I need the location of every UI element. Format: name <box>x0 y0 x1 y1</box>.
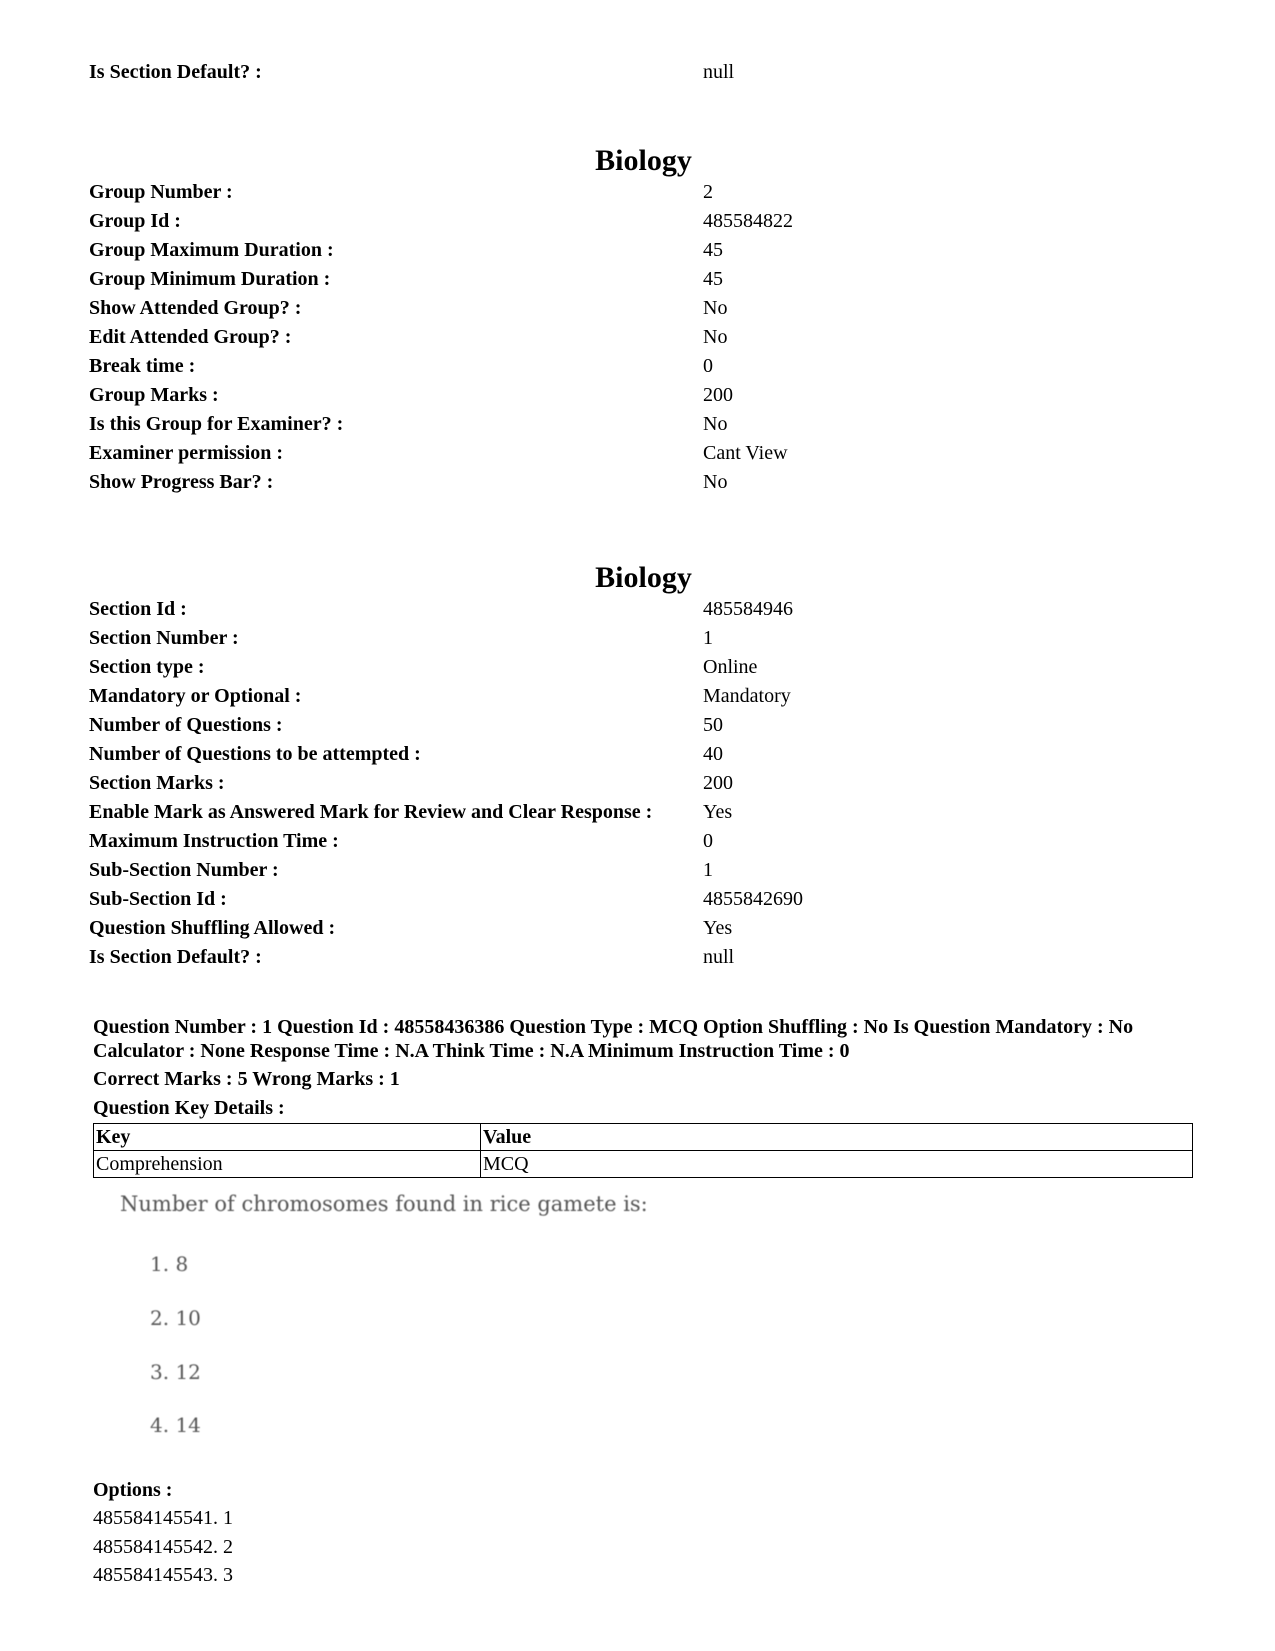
detail-row <box>89 410 1189 439</box>
detail-value: 200 <box>703 384 733 406</box>
question-key-table <box>93 1123 1193 1178</box>
detail-key: Examiner permission : <box>89 442 284 464</box>
detail-value: 4855842690 <box>703 888 803 910</box>
question-key-details-label: Question Key Details : <box>93 1097 285 1119</box>
detail-value: 485584822 <box>703 210 793 232</box>
table-header-cell: Value <box>481 1124 1193 1151</box>
detail-key: Sub-Section Id : <box>89 888 227 910</box>
detail-row <box>89 711 1189 740</box>
detail-row <box>89 178 1189 207</box>
top-section-details <box>89 58 1189 87</box>
question-marks: Correct Marks : 5 Wrong Marks : 1 <box>93 1068 400 1090</box>
question-choice: 3. 12 <box>150 1360 201 1384</box>
detail-value: No <box>703 326 728 348</box>
detail-key: Number of Questions to be attempted : <box>89 743 421 765</box>
detail-key: Group Number : <box>89 181 233 203</box>
detail-row <box>89 856 1189 885</box>
detail-value: No <box>703 471 728 493</box>
detail-value: Online <box>703 656 758 678</box>
detail-value: 485584946 <box>703 598 793 620</box>
detail-value: No <box>703 413 728 435</box>
detail-row <box>89 798 1189 827</box>
detail-value: 1 <box>703 627 713 649</box>
option-item: 485584145541. 1 <box>93 1507 233 1529</box>
detail-key: Number of Questions : <box>89 714 283 736</box>
detail-row <box>89 207 1189 236</box>
section-details <box>89 595 1189 972</box>
detail-value: Cant View <box>703 442 788 464</box>
detail-key: Edit Attended Group? : <box>89 326 292 348</box>
detail-value: Yes <box>703 917 733 939</box>
detail-row <box>89 468 1189 497</box>
table-header-row <box>94 1124 1193 1151</box>
detail-row <box>89 265 1189 294</box>
detail-row <box>89 769 1189 798</box>
detail-value: 0 <box>703 355 713 377</box>
detail-value: 200 <box>703 772 733 794</box>
question-choice: 2. 10 <box>150 1306 201 1330</box>
detail-key: Section Marks : <box>89 772 225 794</box>
detail-key: Show Progress Bar? : <box>89 471 274 493</box>
detail-key: Maximum Instruction Time : <box>89 830 339 852</box>
question-image <box>118 1192 678 1456</box>
detail-row <box>89 827 1189 856</box>
options-label: Options : <box>93 1479 173 1501</box>
detail-row <box>89 943 1189 972</box>
question-meta <box>93 1015 1203 1063</box>
group-details <box>89 178 1189 497</box>
detail-row <box>89 236 1189 265</box>
table-cell: Comprehension <box>94 1151 481 1178</box>
detail-row <box>89 381 1189 410</box>
detail-key: Break time : <box>89 355 196 377</box>
detail-key: Group Minimum Duration : <box>89 268 331 290</box>
detail-row <box>89 682 1189 711</box>
detail-row <box>89 740 1189 769</box>
detail-key: Show Attended Group? : <box>89 297 302 319</box>
detail-key: Group Marks : <box>89 384 219 406</box>
detail-value: 2 <box>703 181 713 203</box>
detail-key: Is Section Default? : <box>89 61 262 83</box>
option-item: 485584145542. 2 <box>93 1536 233 1558</box>
detail-row <box>89 653 1189 682</box>
detail-value: No <box>703 297 728 319</box>
question-meta-line-1: Question Number : 1 Question Id : 48558436386 Question Type : MCQ Option Shuffling : No Is Question Mandatory : No <box>93 1016 1134 1038</box>
detail-value: 45 <box>703 268 723 290</box>
detail-row <box>89 624 1189 653</box>
question-stem: Number of chromosomes found in rice gamete is: <box>120 1192 648 1216</box>
detail-key: Is this Group for Examiner? : <box>89 413 344 435</box>
option-item: 485584145543. 3 <box>93 1564 233 1586</box>
detail-value: Yes <box>703 801 733 823</box>
detail-value: 50 <box>703 714 723 736</box>
detail-value: 0 <box>703 830 713 852</box>
detail-value: null <box>703 946 735 968</box>
detail-row <box>89 439 1189 468</box>
detail-value: 45 <box>703 239 723 261</box>
detail-key: Is Section Default? : <box>89 946 262 968</box>
detail-row <box>89 58 1189 87</box>
group-heading: Biology <box>595 144 692 177</box>
table-header-cell: Key <box>94 1124 481 1151</box>
detail-value: 40 <box>703 743 723 765</box>
detail-row <box>89 323 1189 352</box>
detail-row <box>89 294 1189 323</box>
table-cell: MCQ <box>481 1151 1193 1178</box>
detail-key: Group Maximum Duration : <box>89 239 334 261</box>
detail-row <box>89 352 1189 381</box>
detail-row <box>89 885 1189 914</box>
question-choice: 4. 14 <box>150 1413 201 1437</box>
section-heading: Biology <box>595 561 692 594</box>
detail-key: Mandatory or Optional : <box>89 685 302 707</box>
detail-row <box>89 914 1189 943</box>
detail-row <box>89 595 1189 624</box>
detail-key: Enable Mark as Answered Mark for Review and Clear Response : <box>89 801 653 823</box>
detail-key: Question Shuffling Allowed : <box>89 917 336 939</box>
detail-value: null <box>703 61 735 83</box>
detail-key: Group Id : <box>89 210 181 232</box>
detail-value: 1 <box>703 859 713 881</box>
detail-key: Section Id : <box>89 598 187 620</box>
detail-key: Sub-Section Number : <box>89 859 279 881</box>
question-meta-line-2: Calculator : None Response Time : N.A Think Time : N.A Minimum Instruction Time : 0 <box>93 1040 850 1062</box>
table-row <box>94 1151 1193 1178</box>
detail-key: Section Number : <box>89 627 239 649</box>
detail-value: Mandatory <box>703 685 791 707</box>
detail-key: Section type : <box>89 656 205 678</box>
question-choice: 1. 8 <box>150 1252 189 1276</box>
